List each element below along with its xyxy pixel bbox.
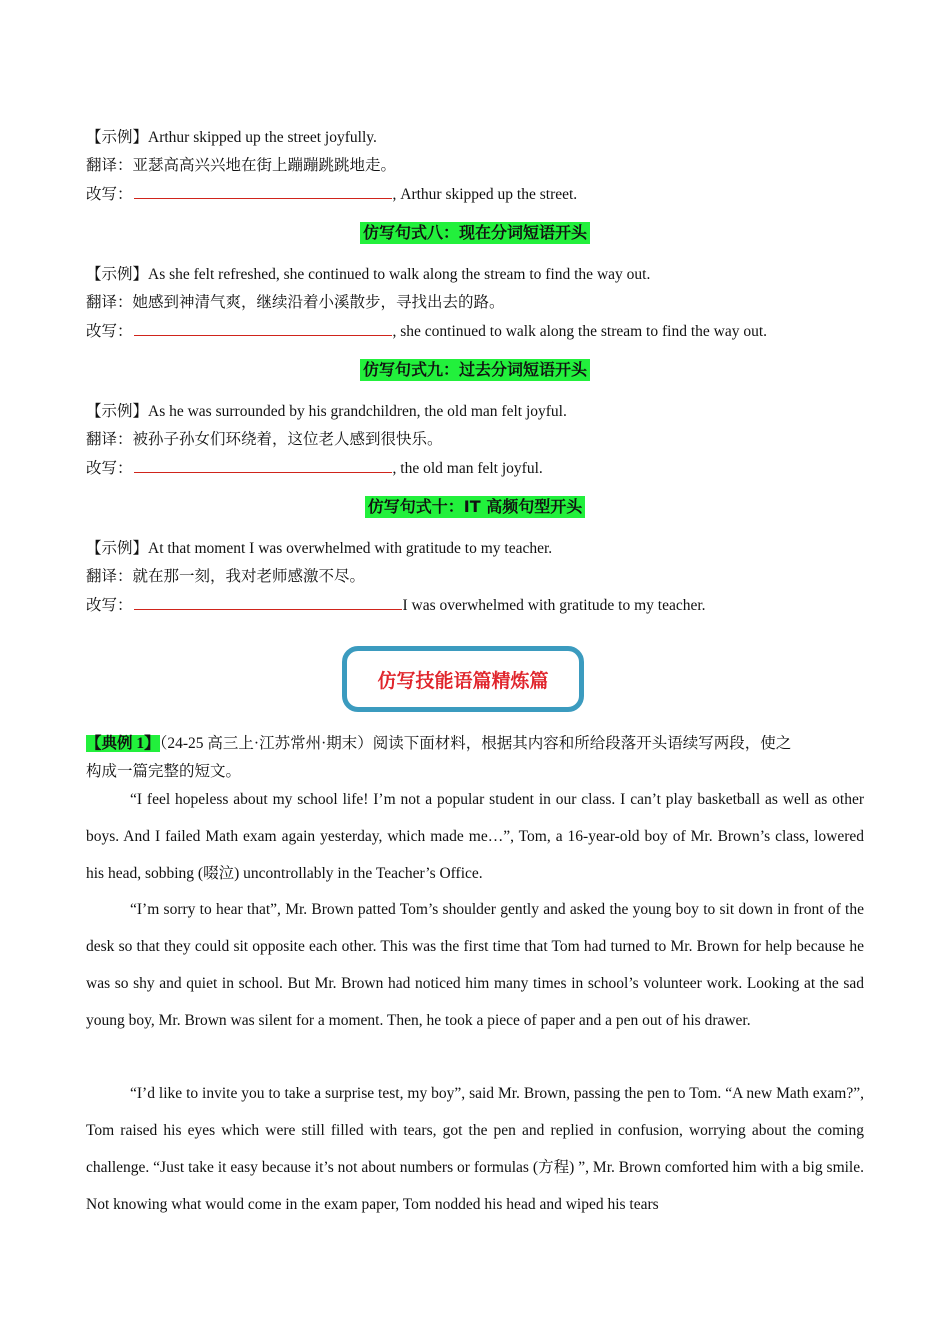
- example-sentence: 【示例】As he was surrounded by his grandchildren, the old man felt joyful.: [86, 403, 567, 420]
- example-sentence: 【示例】At that moment I was overwhelmed with gratitude to my teacher.: [86, 540, 553, 557]
- section-heading: 仿写句式十：IT 高频句型开头: [365, 496, 585, 518]
- rewrite-line: [86, 184, 864, 205]
- example-intro-line-2: 构成一篇完整的短文。: [86, 763, 242, 780]
- section-heading: 仿写句式九：过去分词短语开头: [360, 359, 590, 381]
- answer-blank[interactable]: [134, 595, 402, 610]
- translation-line: 翻译：就在那一刻，我对老师感激不尽。: [86, 568, 366, 585]
- example-intro-text: （24-25 高三上·江苏常州·期末）阅读下面材料，根据其内容和所给段落开头语续写两段，使之: [159, 735, 792, 752]
- section-heading: 仿写句式八：现在分词短语开头: [360, 222, 590, 244]
- answer-blank[interactable]: [134, 458, 392, 473]
- rewrite-line: [86, 595, 864, 616]
- section-heading-wrap: [86, 222, 864, 244]
- rewrite-label: 改写：: [86, 323, 133, 340]
- section-heading-wrap: [86, 496, 864, 518]
- rewrite-line: [86, 458, 864, 479]
- section-heading-wrap: [86, 359, 864, 381]
- example-intro-line: [86, 734, 864, 754]
- answer-blank[interactable]: [134, 321, 392, 336]
- passage-paragraph: “I feel hopeless about my school life! I’m not a popular student in our class. I can’t play basketball as well as other boys. And I failed Math exam again yesterday, which made me…”, Tom, a 16-year-old boy of Mr. Brown’s class, lowered his head, sobbing (啜泣) uncontrollably in the Teacher’s Office.: [86, 791, 864, 882]
- example-sentence: 【示例】Arthur skipped up the street joyfully.: [86, 129, 377, 146]
- rewrite-suffix: , Arthur skipped up the street.: [392, 186, 578, 203]
- example-sentence: 【示例】As she felt refreshed, she continued to walk along the stream to find the way out.: [86, 266, 651, 283]
- rewrite-label: 改写：: [86, 460, 133, 477]
- answer-blank[interactable]: [134, 184, 392, 199]
- rewrite-suffix: I was overwhelmed with gratitude to my teacher.: [402, 597, 706, 614]
- translation-line: 翻译：她感到神清气爽，继续沿着小溪散步，寻找出去的路。: [86, 294, 505, 311]
- rewrite-label: 改写：: [86, 597, 133, 614]
- banner-title: 仿写技能语篇精炼篇: [377, 669, 549, 692]
- translation-line: 翻译：被孙子孙女们环绕着，这位老人感到很快乐。: [86, 431, 443, 448]
- translation-line: 翻译：亚瑟高高兴兴地在街上蹦蹦跳跳地走。: [86, 157, 397, 174]
- rewrite-suffix: , the old man felt joyful.: [392, 460, 543, 477]
- example-tag: 【典例 1】: [86, 735, 160, 752]
- rewrite-line: [86, 321, 864, 342]
- rewrite-suffix: , she continued to walk along the stream to find the way out.: [392, 323, 768, 340]
- section-banner: [342, 646, 584, 712]
- rewrite-label: 改写：: [86, 186, 133, 203]
- passage-paragraph: “I’d like to invite you to take a surprise test, my boy”, said Mr. Brown, passing the pen to Tom. “A new Math exam?”, Tom raised his eyes which were still filled with tears, got the pen and replied in confusion, worrying about the coming challenge. “Just take it easy because it’s not about numbers or formulas (方程) ”, Mr. Brown comforted him with a big smile. Not knowing what would come in the exam paper, Tom nodded his head and wiped his tears: [86, 1085, 864, 1213]
- passage-paragraph: “I’m sorry to hear that”, Mr. Brown patted Tom’s shoulder gently and asked the young boy to sit down in front of the desk so that they could sit opposite each other. This was the first time that Tom had turned to Mr. Brown for help because he was so shy and quiet in school. But Mr. Brown had noticed him many times in school’s volunteer work. Looking at the sad young boy, Mr. Brown was silent for a moment. Then, he took a piece of paper and a pen out of his drawer.: [86, 901, 864, 1029]
